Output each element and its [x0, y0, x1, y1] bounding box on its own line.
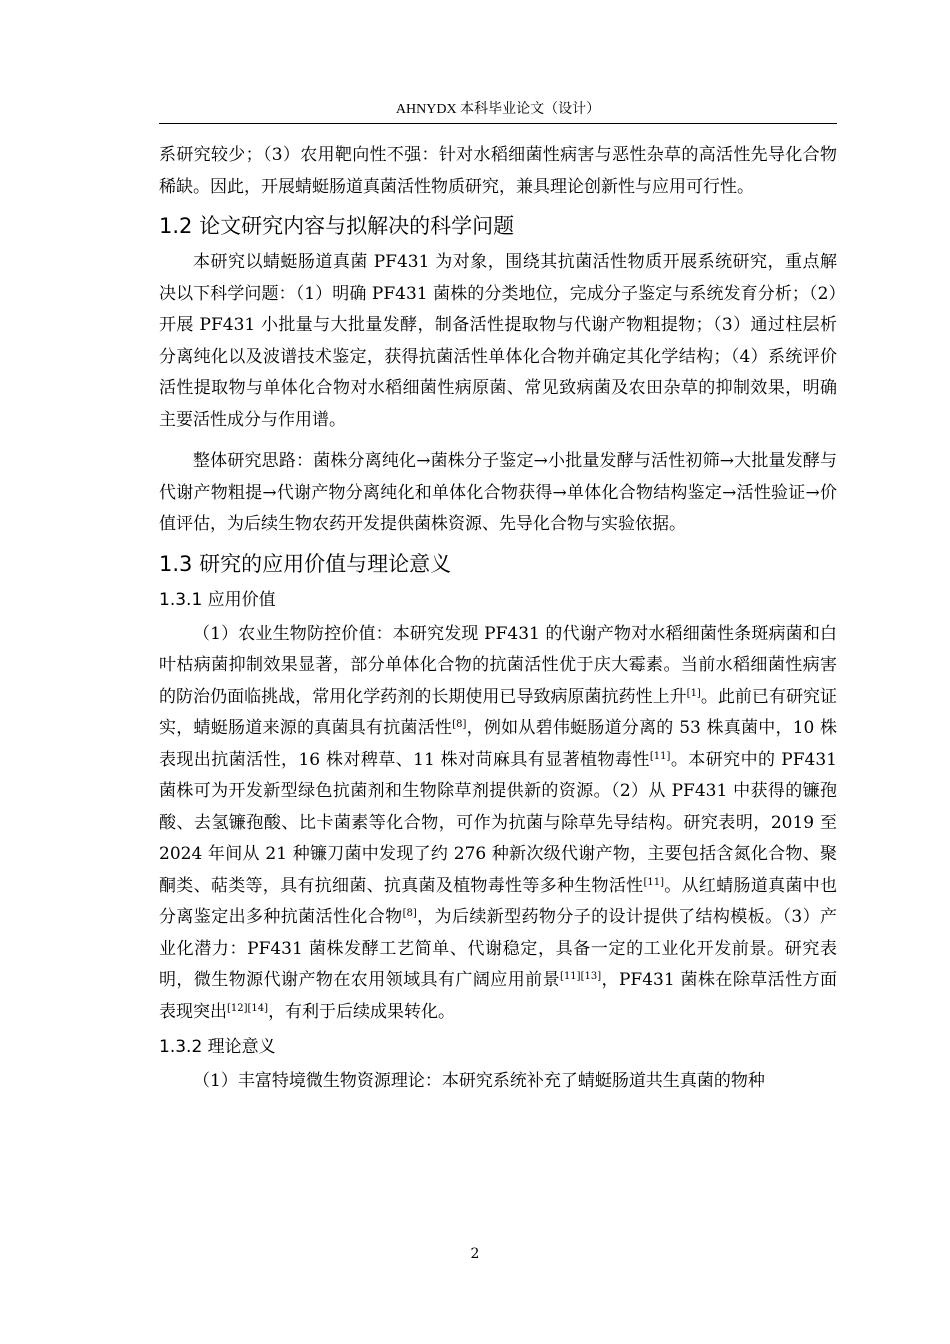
page-number: 2 [470, 1246, 480, 1262]
section-heading-1-2: 1.2 论文研究内容与拟解决的科学问题 [159, 214, 515, 238]
text-run: ，有利于后续成果转化。 [268, 1001, 456, 1022]
paragraph-continued: 系研究较少；（3）农用靶向性不强：针对水稻细菌性病害与恶性杂草的高活性先导化合物稀缺。因此，开展蜻蜓肠道真菌活性物质研究，兼具理论创新性与应用可行性。 [159, 145, 837, 197]
text-run: ，PF431 菌株在除草活性方面表现突出 [159, 970, 837, 1022]
header-rule [159, 123, 837, 124]
citation: [11] [649, 750, 671, 762]
citation: [11][13] [560, 971, 602, 982]
citation: [12][14] [227, 1002, 269, 1014]
page-body [159, 140, 837, 1098]
text-run: 。此前已有研究证实，蜻蜓肠道来源的真菌具有抗菌活性 [159, 686, 838, 738]
text-run: ，例如从碧伟蜓肠道分离的 53 株真菌中，10 株表现出抗菌活性，16 株对稗草、11 株对苘麻具有显著植物毒性 [159, 718, 837, 770]
section-heading-1-3: 1.3 研究的应用价值与理论意义 [159, 551, 452, 576]
text-run: 。从红蜻肠道真菌中也分离鉴定出多种抗菌活性化合物 [159, 875, 838, 927]
citation: [8] [402, 908, 417, 919]
paragraph-research-content: 本研究以蜻蜓肠道真菌 PF431 为对象，围绕其抗菌活性物质开展系统研究，重点解决以下科学问题：（1）明确 PF431 菌株的分类地位，完成分子鉴定与系统发育分析；（2）开展 PF431 小批量与大批量发酵，制备活性提取物与代谢产物粗提物；（3）通过柱层析分离纯化以及波谱技术鉴定，获得抗菌活性单体化合物并确定其化学结构；（4）系统评价活性提取物与单体化合物对水稻细菌性病原菌、常见致病菌及农田杂草的抑制效果，明确主要活性成分与作用谱。 [159, 252, 837, 430]
paragraph-application-value [159, 619, 837, 1029]
paragraph-theoretical-significance: （1）丰富特境微生物资源理论：本研究系统补充了蜻蜓肠道共生真菌的物种 [193, 1071, 765, 1091]
subsection-heading-1-3-1: 1.3.1 应用价值 [159, 589, 276, 610]
text-run: （1）农业生物防控价值：本研究发现 PF431 的代谢产物对水稻细菌性条斑病菌和白叶枯病菌抑制效果显著，部分单体化合物的抗菌活性优于庆大霉素。当前水稻细菌性病害的防治仍面临挑战，常用化学药剂的长期使用已导致病原菌抗药性上升 [159, 623, 837, 707]
citation: [11] [643, 876, 664, 888]
paragraph-research-roadmap: 整体研究思路：菌株分离纯化→菌株分子鉴定→小批量发酵与活性初筛→大批量发酵与代谢产物粗提→代谢产物分离纯化和单体化合物获得→单体化合物结构鉴定→活性验证→价值评估，为后续生物农药开发提供菌株资源、先导化合物与实验依据。 [159, 451, 837, 534]
citation: [1] [686, 687, 701, 699]
text-run: 。本研究中的 PF431 菌株可为开发新型绿色抗菌剂和生物除草剂提供新的资源。（2）从 PF431 中获得的镰孢酸、去氢镰孢酸、比卡菌素等化合物，可作为抗菌与除草先导结构。研究表明，2019 至 2024 年间从 21 种镰刀菌中发现了约 276 种新次级代谢产物，主要包括含氮化合物、聚酮类、萜类等，具有抗细菌、抗真菌及植物毒性等多种生物活性 [159, 749, 837, 896]
citation: [8] [452, 719, 467, 730]
text-run: ，为后续新型药物分子的设计提供了结构模板。（3）产业化潜力：PF431 菌株发酵工艺简单、代谢稳定，具备一定的工业化开发前景。研究表明，微生物源代谢产物在农用领域具有广阔应用前景 [159, 907, 838, 990]
running-header: AHNYDX 本科毕业论文（设计） [395, 102, 601, 117]
subsection-heading-1-3-2: 1.3.2 理论意义 [159, 1037, 276, 1057]
